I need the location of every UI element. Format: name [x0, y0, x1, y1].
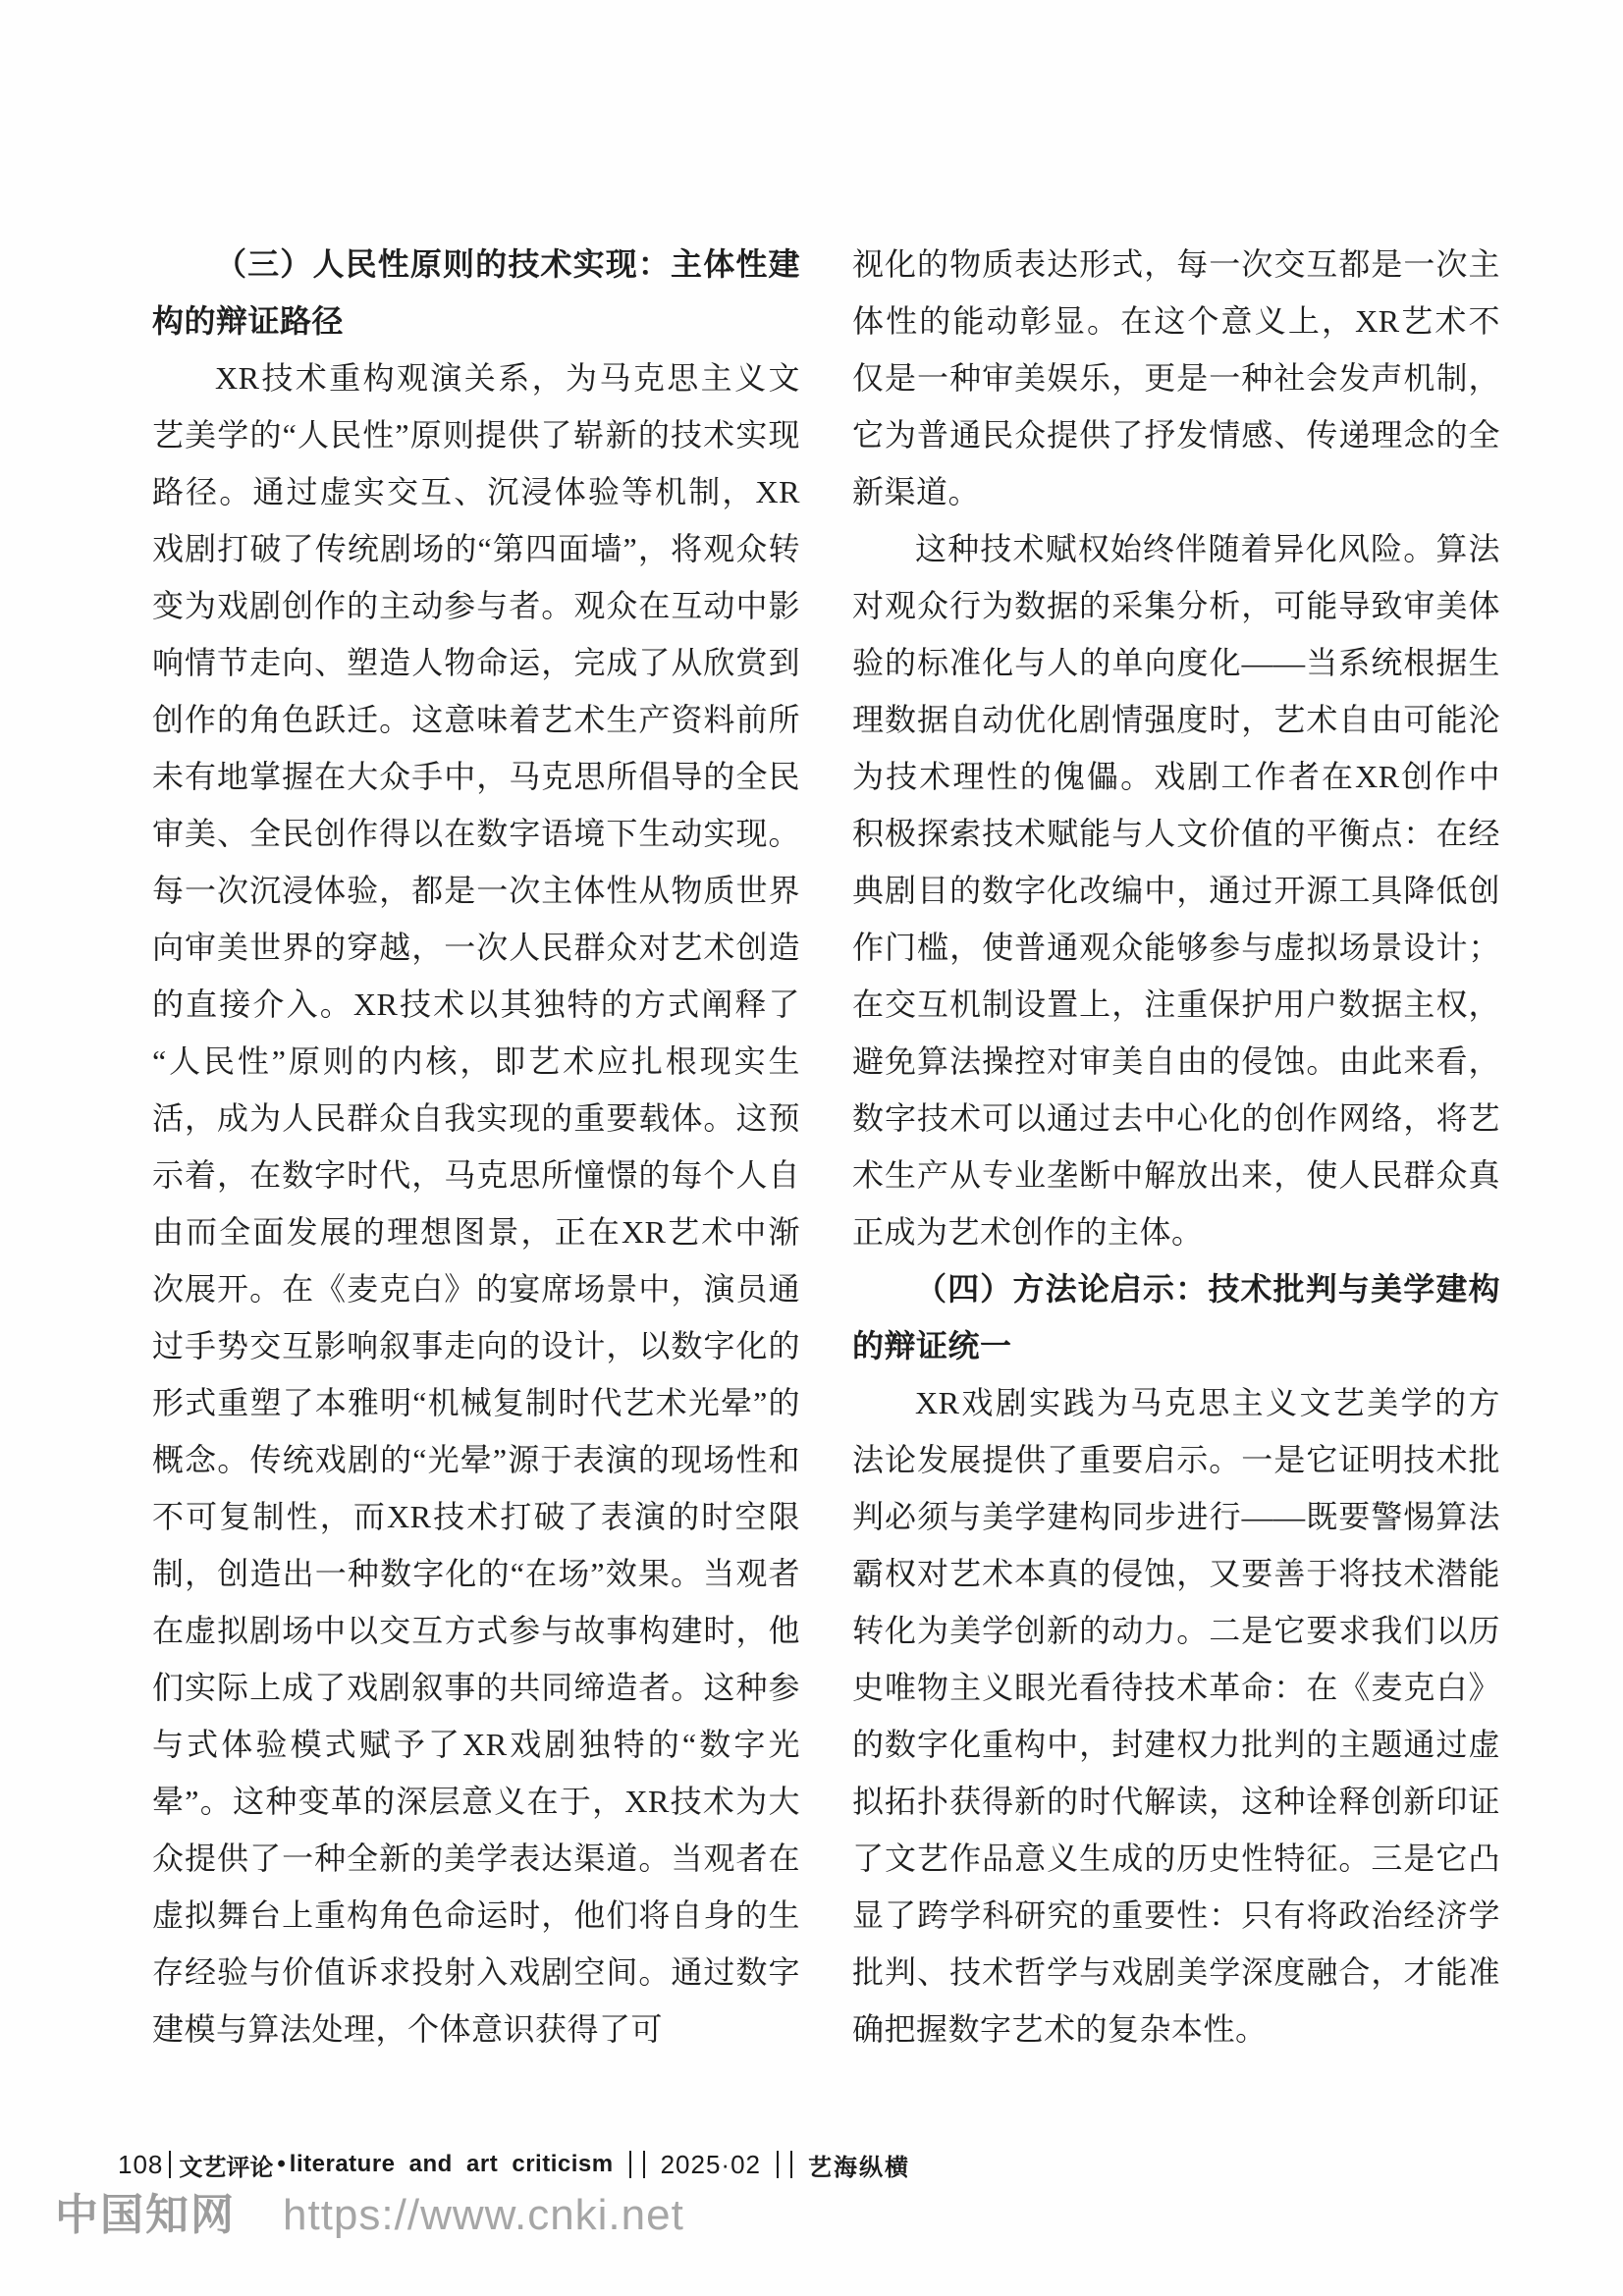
footer-divider-bar	[169, 2151, 171, 2178]
footer-double-bar	[777, 2151, 792, 2178]
paragraph-xr-reconstruction: XR技术重构观演关系，为马克思主义文艺美学的“人民性”原则提供了崭新的技术实现路径。通过虚实交互、沉浸体验等机制，XR戏剧打破了传统剧场的“第四面墙”，将观众转变为戏剧创作的主动参与者。观众在互动中影响情节走向、塑造人物命运，完成了从欣赏到创作的角色跃迁。这意味着艺术生产资料前所未有地掌握在大众手中，马克思所倡导的全民审美、全民创作得以在数字语境下生动实现。每一次沉浸体验，都是一次主体性从物质世界向审美世界的穿越，一次人民群众对艺术创造的直接介入。XR技术以其独特的方式阐释了“人民性”原则的内核，即艺术应扎根现实生活，成为人民群众自我实现的重要载体。这预示着，在数字时代，马克思所憧憬的每个人自由而全面发展的理想图景，正在XR艺术中渐次展开。在《麦克白》的宴席场景中，演员通过手势交互影响叙事走向的设计，以数字化的形式重塑了本雅明“机械复制时代艺术光晕”的概念。传统戏剧的“光晕”源于表演的现场性和不可复制性，而XR技术打破了表演的时空限制，创造出一种数字化的“在场”效果。当观者在虚拟剧场中以交互方式参与故事构建时，他们实际上成了戏剧叙事的共同缔造者。这种参与式体验模式赋予了XR戏剧独特的“数字光晕”。这种变革的深层意义在于，XR技术为大众提供了一种全新的美学表达渠道。当观者在虚拟舞台上重构角色命运时，他们将自身的生存经验与价值诉求投射入戏剧空间。通过数字建模与算法处理，个体意识获得了可	[152, 360, 800, 2047]
journal-title-cn: 文艺评论	[179, 2154, 274, 2181]
cnki-watermark	[55, 2179, 684, 2242]
section-heading-3: （三）人民性原则的技术实现：主体性建构的辩证路径	[152, 246, 800, 339]
journal-footer	[118, 2148, 910, 2181]
journal-title-en: literature and art criticism	[289, 2151, 614, 2177]
paragraph-continued: 视化的物质表达形式，每一次交互都是一次主体性的能动彰显。在这个意义上，XR艺术不仅是一种审美娱乐，更是一种社会发声机制，它为普通民众提供了抒发情感、传递理念的全新渠道。	[852, 246, 1500, 509]
column-section-name: 艺海纵横	[808, 2154, 910, 2181]
left-column	[152, 236, 800, 2057]
issue-number: 2025·02	[660, 2149, 761, 2179]
cnki-url: https://www.cnki.net	[283, 2191, 684, 2239]
right-column	[852, 236, 1500, 2057]
footer-double-bar	[629, 2151, 645, 2178]
page-number: 108	[118, 2149, 164, 2179]
paragraph-alienation-risk: 这种技术赋权始终伴随着异化风险。算法对观众行为数据的采集分析，可能导致审美体验的标准化与人的单向度化——当系统根据生理数据自动优化剧情强度时，艺术自由可能沦为技术理性的傀儡。戏剧工作者在XR创作中积极探索技术赋能与人文价值的平衡点：在经典剧目的数字化改编中，通过开源工具降低创作门槛，使普通观众能够参与虚拟场景设计；在交互机制设置上，注重保护用户数据主权，避免算法操控对审美自由的侵蚀。由此来看，数字技术可以通过去中心化的创作网络，将艺术生产从专业垄断中解放出来，使人民群众真正成为艺术创作的主体。	[852, 531, 1500, 1250]
cnki-logo-text: 中国知网	[55, 2191, 236, 2239]
bullet-separator: •	[277, 2151, 286, 2177]
section-heading-4: （四）方法论启示：技术批判与美学建构的辩证统一	[852, 1271, 1500, 1363]
paragraph-methodology: XR戏剧实践为马克思主义文艺美学的方法论发展提供了重要启示。一是它证明技术批判必须与美学建构同步进行——既要警惕算法霸权对艺术本真的侵蚀，又要善于将技术潜能转化为美学创新的动力。二是它要求我们以历史唯物主义眼光看待技术革命：在《麦克白》的数字化重构中，封建权力批判的主题通过虚拟拓扑获得新的时代解读，这种诠释创新印证了文艺作品意义生成的历史性特征。三是它凸显了跨学科研究的重要性：只有将政治经济学批判、技术哲学与戏剧美学深度融合，才能准确把握数字艺术的复杂本性。	[852, 1385, 1500, 2047]
